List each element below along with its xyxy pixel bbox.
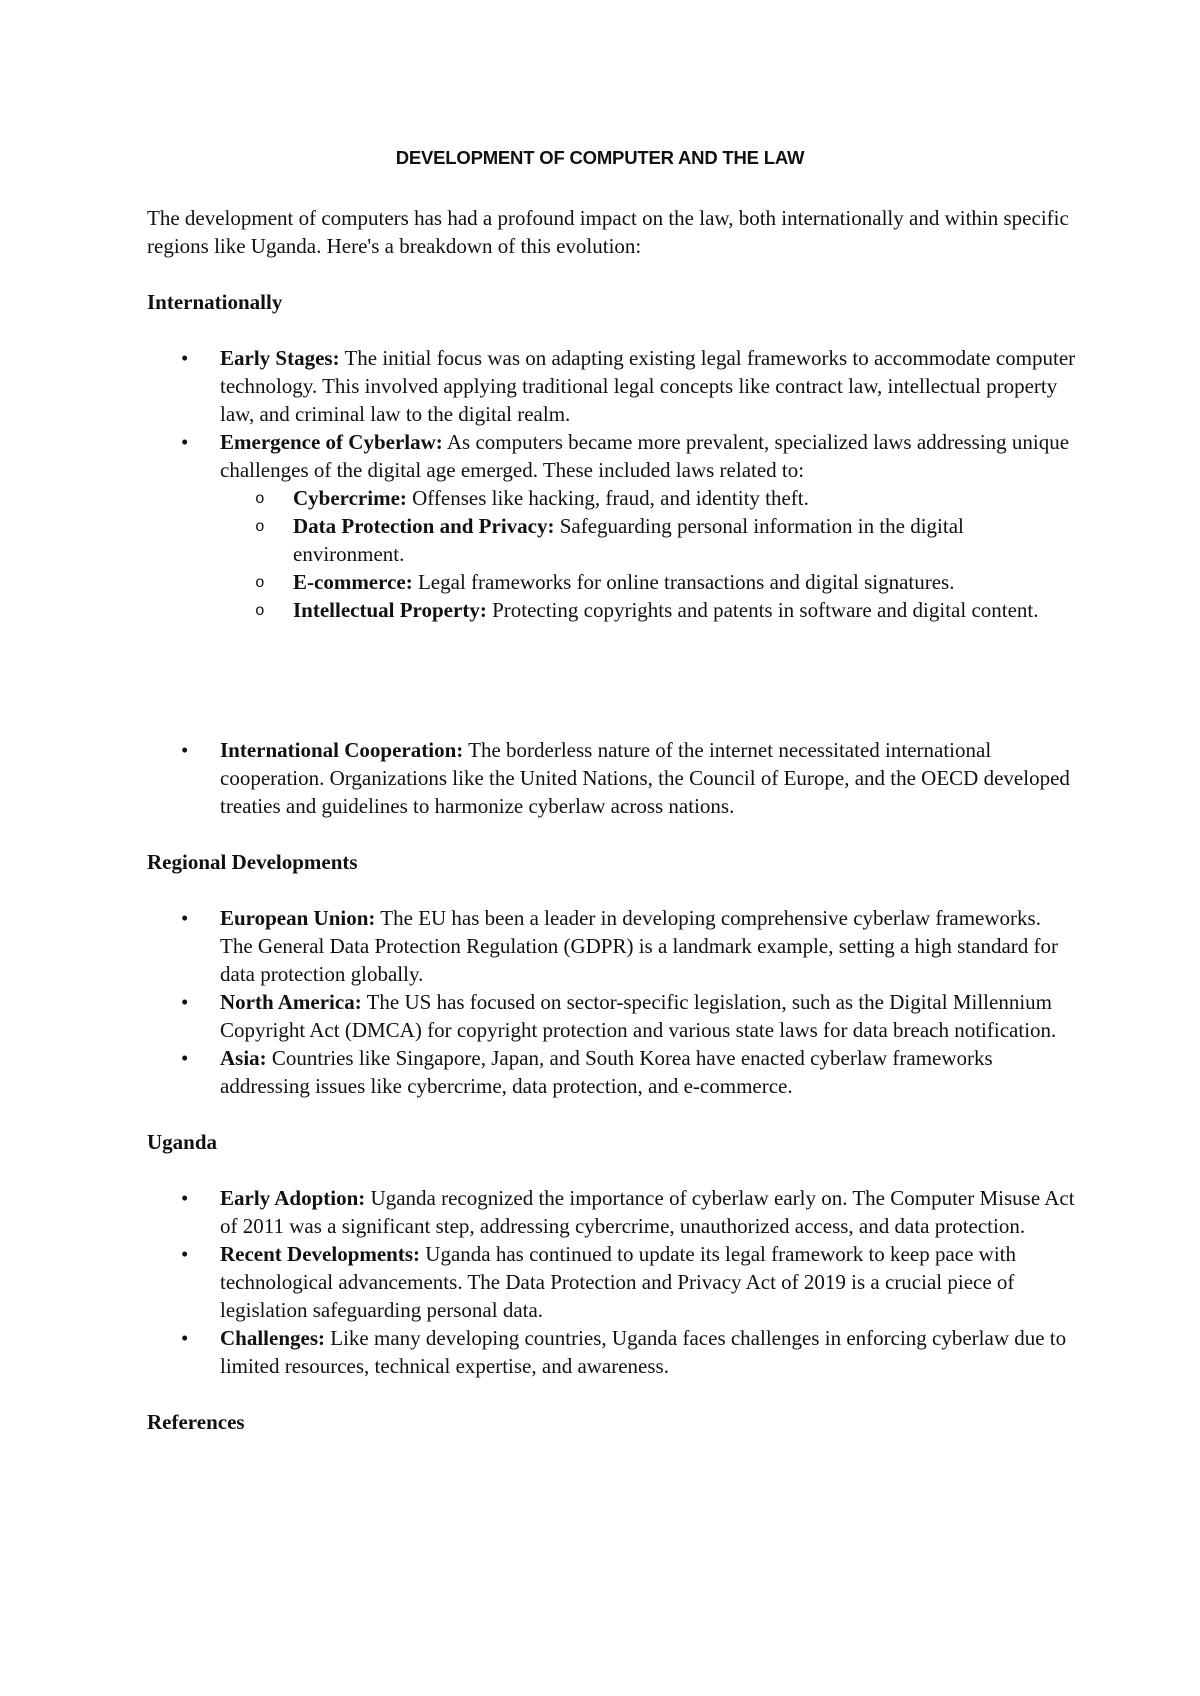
- item-label: Early Stages:: [220, 346, 340, 370]
- heading-uganda: Uganda: [147, 1130, 218, 1154]
- sub-item-text: Offenses like hacking, fraud, and identity theft.: [406, 486, 809, 510]
- item-text: The EU has been a leader in developing comprehensive cyberlaw frameworks. The General Data Protection Regulation (GDPR) is a landmark example, setting a high standard for data protection globally.: [220, 906, 1059, 986]
- sub-item-text: Safeguarding personal information in the digital environment.: [293, 514, 964, 566]
- sub-item-label: Intellectual Property:: [293, 598, 487, 622]
- item-label: Challenges:: [220, 1326, 325, 1350]
- sub-item-intellectual-property: [220, 596, 1077, 624]
- item-label: Asia:: [220, 1046, 267, 1070]
- list-item-recent-developments: [147, 1240, 1077, 1324]
- sub-item-text: Protecting copyrights and patents in software and digital content.: [486, 598, 1039, 622]
- item-text: The initial focus was on adapting existing legal frameworks to accommodate computer technology. This involved applying traditional legal concepts like contract law, intellectual property law, and criminal law to the digital realm.: [220, 346, 1076, 426]
- regional-list: [147, 904, 1077, 1100]
- item-label: Emergence of Cyberlaw:: [220, 430, 443, 454]
- intro-paragraph: The development of computers has had a profound impact on the law, both internationally and within specific regions like Uganda. Here's a breakdown of this evolution:: [147, 206, 1069, 258]
- item-label: Recent Developments:: [220, 1242, 421, 1266]
- blank-space: [147, 652, 1077, 736]
- item-text: As computers became more prevalent, specialized laws addressing unique challenges of the digital age emerged. These included laws related to:: [220, 430, 1070, 482]
- item-text: Uganda recognized the importance of cyberlaw early on. The Computer Misuse Act of 2011 was a significant step, addressing cybercrime, unauthorized access, and data protection.: [220, 1186, 1075, 1238]
- document-body: [147, 204, 1077, 1464]
- uganda-list: [147, 1184, 1077, 1380]
- item-label: Early Adoption:: [220, 1186, 366, 1210]
- sub-item-text: Legal frameworks for online transactions and digital signatures.: [412, 570, 955, 594]
- item-text: Uganda has continued to update its legal framework to keep pace with technological advancements. The Data Protection and Privacy Act of 2019 is a crucial piece of legislation safeguarding personal data.: [220, 1242, 1016, 1322]
- cyberlaw-sub-list: [220, 484, 1077, 624]
- list-item-challenges: [147, 1324, 1077, 1380]
- international-list: [147, 344, 1077, 624]
- item-text: Like many developing countries, Uganda faces challenges in enforcing cyberlaw due to limited resources, technical expertise, and awareness.: [220, 1326, 1067, 1378]
- sub-item-label: Data Protection and Privacy:: [293, 514, 555, 538]
- sub-item-label: Cybercrime:: [293, 486, 407, 510]
- document-title: DEVELOPMENT OF COMPUTER AND THE LAW: [395, 147, 805, 168]
- item-label: North America:: [220, 990, 362, 1014]
- international-list-continued: [147, 736, 1077, 820]
- item-text: The borderless nature of the internet necessitated international cooperation. Organizations like the United Nations, the Council of Europe, and the OECD developed treaties and guidelines to harmonize cyberlaw across nations.: [220, 738, 1070, 818]
- list-item-early-stages: [147, 344, 1077, 428]
- list-item-early-adoption: [147, 1184, 1077, 1240]
- sub-item-label: E-commerce:: [293, 570, 413, 594]
- list-item-european-union: [147, 904, 1077, 988]
- item-text: Countries like Singapore, Japan, and South Korea have enacted cyberlaw frameworks addressing issues like cybercrime, data protection, and e-commerce.: [220, 1046, 993, 1098]
- sub-item-data-protection: [220, 512, 1077, 568]
- list-item-asia: [147, 1044, 1077, 1100]
- item-label: European Union:: [220, 906, 376, 930]
- list-item-north-america: [147, 988, 1077, 1044]
- sub-item-cybercrime: [220, 484, 1077, 512]
- heading-regional-developments: Regional Developments: [147, 850, 358, 874]
- sub-item-ecommerce: [220, 568, 1077, 596]
- heading-internationally: Internationally: [147, 290, 283, 314]
- list-item-international-cooperation: [147, 736, 1077, 820]
- list-item-emergence-of-cyberlaw: [147, 428, 1077, 624]
- item-label: International Cooperation:: [220, 738, 464, 762]
- heading-references: References: [147, 1410, 245, 1434]
- item-text: The US has focused on sector-specific legislation, such as the Digital Millennium Copyright Act (DMCA) for copyright protection and various state laws for data breach notification.: [220, 990, 1057, 1042]
